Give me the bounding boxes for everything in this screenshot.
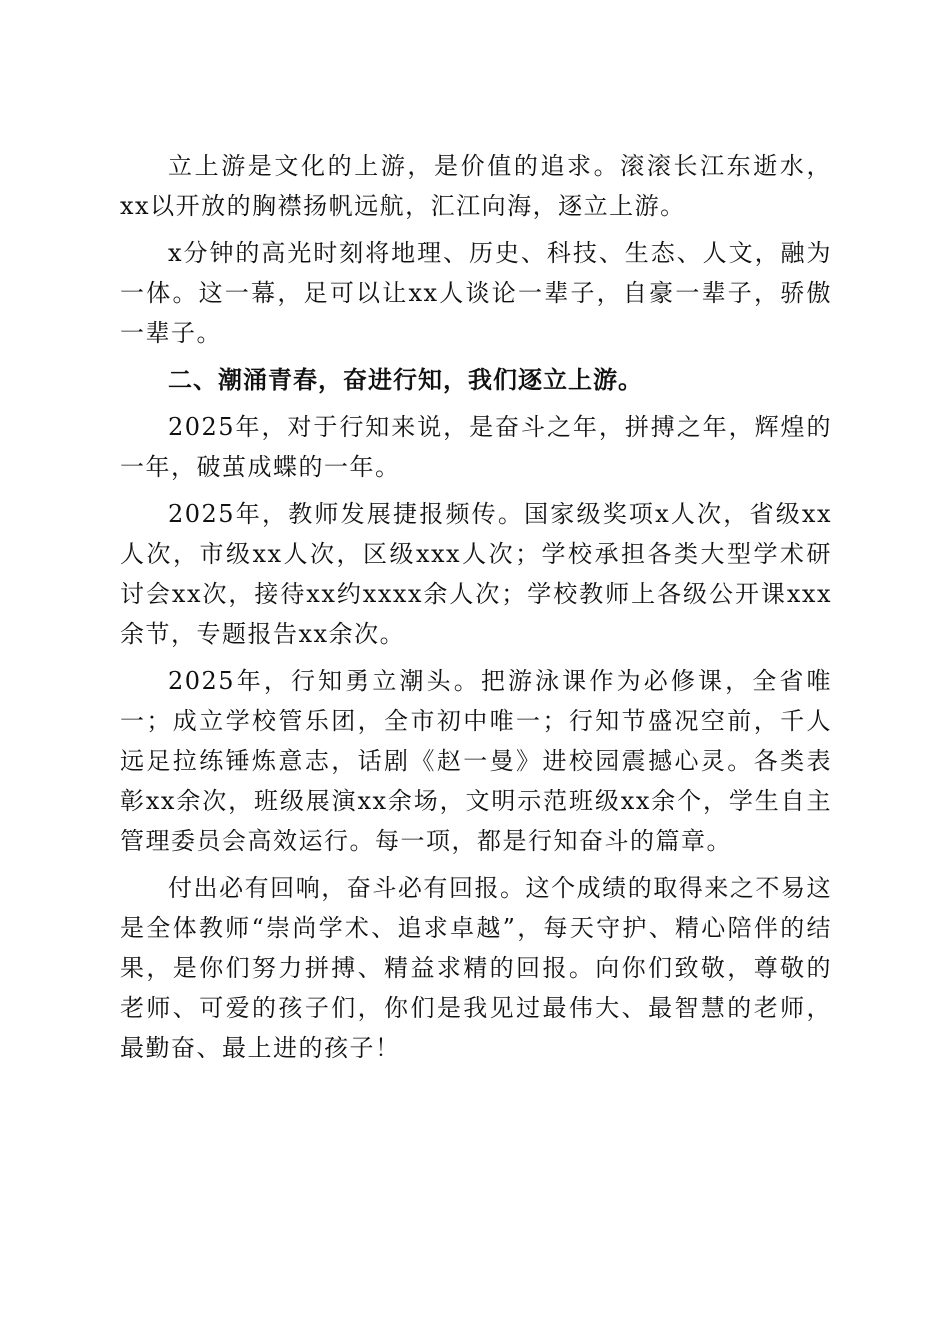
paragraph-teacher-development: 2025年，教师发展捷报频传。国家级奖项x人次，省级xx人次，市级xx人次，区级xxx人次；学校承担各类大型学术研讨会xx次，接待xx约xxxx余人次；学校教师上各级公开课xxx余节，专题报告xx余次。 xyxy=(120,500,832,648)
paragraph-highlight-moment: x分钟的高光时刻将地理、历史、科技、生态、人文，融为一体。这一幕，足可以让xx人谈论一辈子，自豪一辈子，骄傲一辈子。 xyxy=(120,239,832,347)
paragraph-year-summary: 2025年，对于行知来说，是奋斗之年，拼搏之年，辉煌的一年，破茧成蝶的一年。 xyxy=(120,413,832,481)
paragraph-upstream-culture: 立上游是文化的上游，是价值的追求。滚滚长江东逝水，xx以开放的胸襟扬帆远航，汇江向海，逐立上游。 xyxy=(120,152,832,220)
paragraph-gratitude: 付出必有回响，奋斗必有回报。这个成绩的取得来之不易这是全体教师“崇尚学术、追求卓越”，每天守护、精心陪伴的结果，是你们努力拼搏、精益求精的回报。向你们致敬，尊敬的老师、可爱的孩子们，你们是我见过最伟大、最智慧的老师，最勤奋、最上进的孩子！ xyxy=(120,874,832,1062)
document-page xyxy=(120,146,832,1075)
section-heading: 二、潮涌青春，奋进行知，我们逐立上游。 xyxy=(168,366,643,394)
paragraph-school-achievements: 2025年，行知勇立潮头。把游泳课作为必修课，全省唯一；成立学校管乐团，全市初中唯一；行知节盛况空前，千人远足拉练锤炼意志，话剧《赵一曼》进校园震撼心灵。各类表彰xx余次，班级展演xx余场，文明示范班级xx余个，学生自主管理委员会高效运行。每一项，都是行知奋斗的篇章。 xyxy=(120,667,832,855)
